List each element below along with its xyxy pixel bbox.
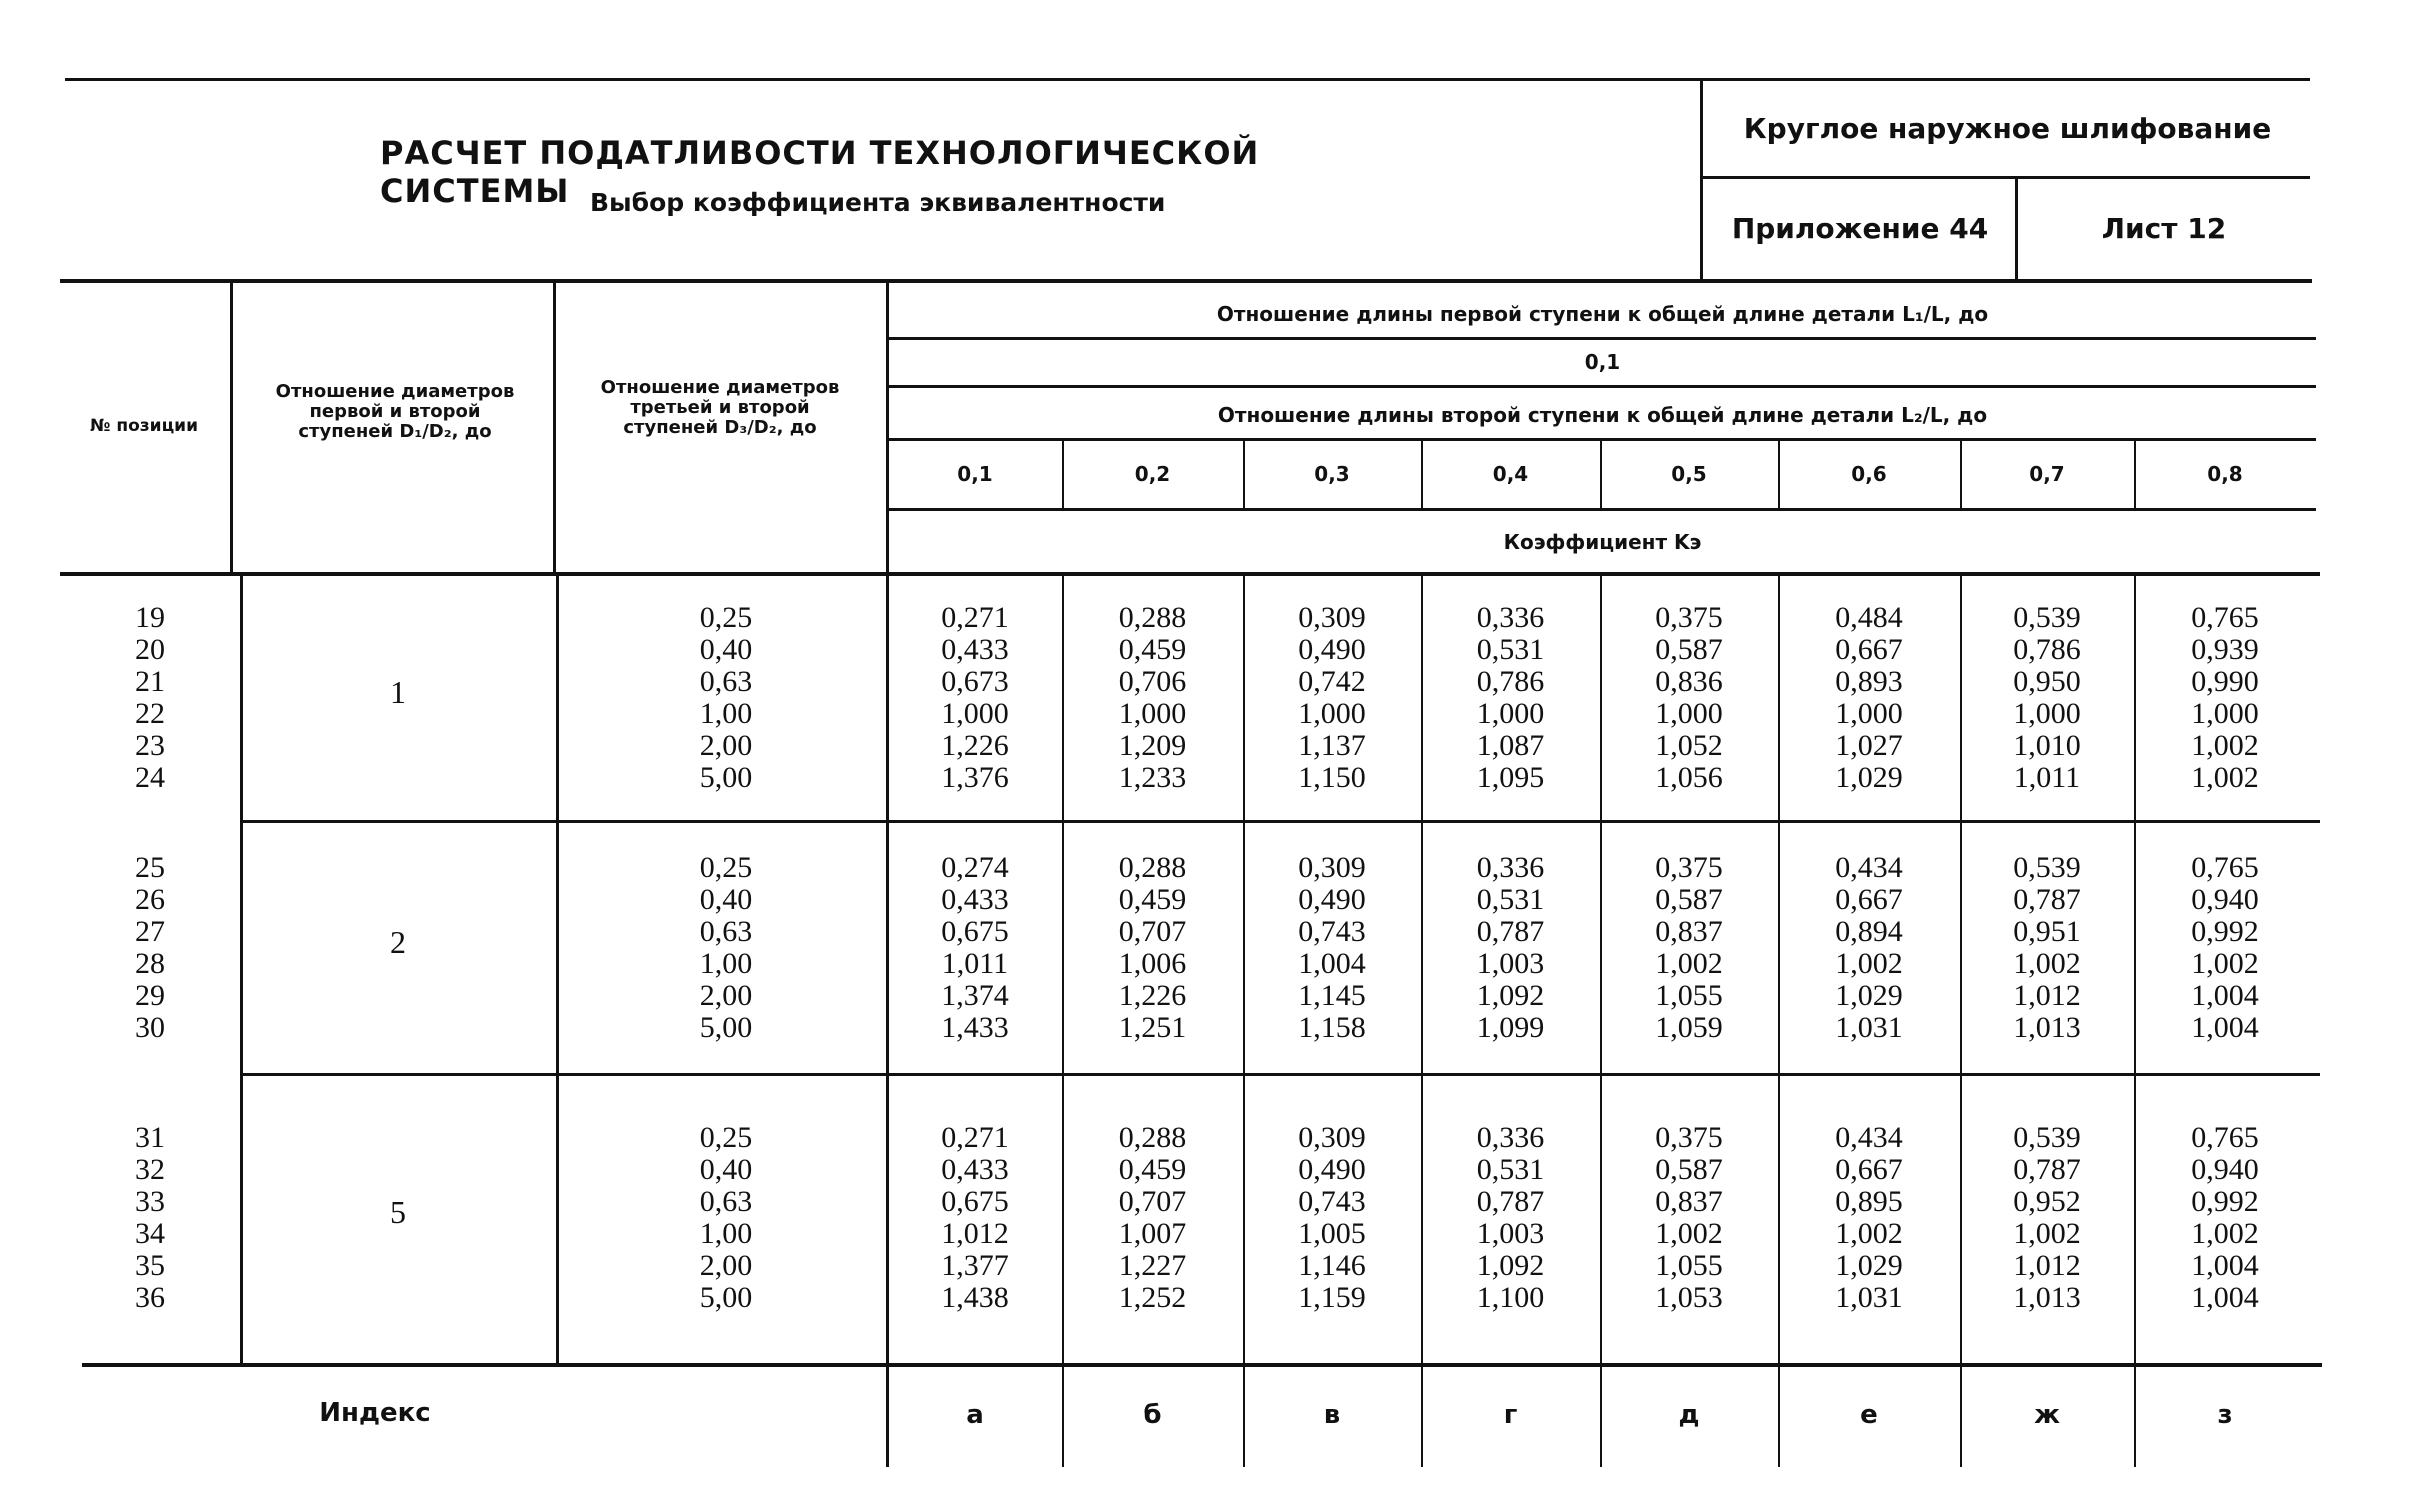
second-length-header: Отношение длины второй ступени к общей длине детали L₂/L, до (1217, 403, 1988, 427)
coef-cell: 1,227 (1118, 1249, 1187, 1282)
header-bottom-rule (60, 279, 2312, 283)
coef-cell: 0,434 (1835, 1121, 1903, 1154)
operation-label: Круглое наружное шлифование (1743, 112, 2272, 145)
ratio-header-3: 0,3 (1314, 462, 1350, 486)
coef-cell: 1,376 (941, 761, 1009, 794)
body-bottom-rule (82, 1363, 2322, 1367)
index-letter-1: а (966, 1400, 984, 1430)
index-letter-7: ж (2034, 1400, 2060, 1430)
coef-cell: 0,786 (2013, 633, 2081, 666)
coef-cell: 0,706 (1118, 665, 1187, 698)
index-letter-3: в (1323, 1400, 1341, 1430)
position-numbers-group-3 (100, 1122, 200, 1314)
coef-cell: 1,209 (1118, 729, 1187, 762)
d3d2-value: 1,00 (699, 697, 753, 730)
coef-column-group-3-4 (1421, 1122, 1600, 1314)
ratio-header-2: 0,2 (1134, 462, 1171, 486)
coef-cell: 1,095 (1476, 761, 1545, 794)
coef-cell: 0,667 (1835, 633, 1903, 666)
ratio-divider-2 (1243, 440, 1245, 508)
coef-cell: 1,011 (2013, 761, 2081, 794)
coef-cell: 1,000 (2191, 697, 2259, 730)
body-col-divider-6 (1960, 576, 1962, 1364)
coef-cell: 0,309 (1298, 1121, 1366, 1154)
index-col-divider-2 (1243, 1367, 1245, 1467)
coef-cell: 1,002 (2013, 1217, 2081, 1250)
body-col-divider-5 (1778, 576, 1780, 1364)
body-col-divider-4 (1600, 576, 1602, 1364)
coef-cell: 1,029 (1835, 761, 1903, 794)
d3d2-value: 0,25 (699, 601, 753, 634)
index-letter-6: е (1860, 1400, 1878, 1430)
ratio-header-6: 0,6 (1851, 462, 1887, 486)
coef-column-group-3-8 (2134, 1122, 2316, 1314)
ratio-divider-3 (1421, 440, 1423, 508)
position-number: 22 (135, 697, 165, 730)
coef-cell: 1,374 (941, 979, 1009, 1012)
coef-cell: 1,145 (1298, 979, 1366, 1012)
coef-cell: 0,336 (1476, 851, 1545, 884)
position-number: 26 (135, 883, 165, 916)
position-number: 28 (135, 947, 165, 980)
position-number: 29 (135, 979, 165, 1012)
coef-cell: 0,490 (1298, 883, 1366, 916)
coef-cell: 1,000 (1835, 697, 1903, 730)
coef-column-group-1-5 (1600, 602, 1778, 794)
ratio-header-5: 0,5 (1671, 462, 1707, 486)
col-d1d2-header: Отношение диаметров первой и второй ступеней D₁/D₂, до (275, 381, 515, 442)
index-col-divider-4 (1600, 1367, 1602, 1467)
coefficient-header: Коэффициент Kэ (1503, 530, 1702, 554)
coef-column-group-3-6 (1778, 1122, 1960, 1314)
coef-cell: 0,894 (1835, 915, 1903, 948)
top-rule (65, 78, 2310, 81)
coef-cell: 0,742 (1298, 665, 1366, 698)
coef-cell: 1,099 (1476, 1011, 1545, 1044)
coef-cell: 1,226 (941, 729, 1009, 762)
coef-cell: 0,271 (941, 1121, 1009, 1154)
coef-cell: 1,004 (2191, 1281, 2259, 1314)
coef-cell: 0,765 (2191, 1121, 2259, 1154)
coef-cell: 0,434 (1835, 851, 1903, 884)
coef-cell: 1,092 (1476, 1249, 1545, 1282)
coef-cell: 1,002 (1655, 947, 1723, 980)
index-col-divider-3 (1421, 1367, 1423, 1467)
position-number: 34 (135, 1217, 165, 1250)
index-label: Индекс (319, 1398, 431, 1428)
coef-column-group-1-8 (2134, 602, 2316, 794)
index-col-divider-1 (1062, 1367, 1064, 1467)
position-number: 21 (135, 665, 165, 698)
position-number: 33 (135, 1185, 165, 1218)
coef-cell: 0,459 (1118, 1153, 1187, 1186)
coef-cell: 1,006 (1118, 947, 1187, 980)
position-number: 36 (135, 1281, 165, 1314)
coef-cell: 1,005 (1298, 1217, 1366, 1250)
coef-cell: 0,992 (2191, 915, 2259, 948)
coef-cell: 1,252 (1118, 1281, 1187, 1314)
position-number: 19 (135, 601, 165, 634)
coef-cell: 1,146 (1298, 1249, 1366, 1282)
position-number: 31 (135, 1121, 165, 1154)
col-position-header: № позиции (89, 416, 198, 436)
coef-cell: 0,940 (2191, 883, 2259, 916)
ratio-header-4: 0,4 (1492, 462, 1529, 486)
coef-cell: 0,895 (1835, 1185, 1903, 1218)
coef-cell: 1,004 (2191, 1249, 2259, 1282)
coef-cell: 1,000 (1476, 697, 1545, 730)
index-col-divider-7 (2134, 1367, 2136, 1467)
coef-cell: 1,233 (1118, 761, 1187, 794)
coef-column-group-3-3 (1243, 1122, 1421, 1314)
sheet-label: Лист 12 (2101, 212, 2227, 245)
position-number: 30 (135, 1011, 165, 1044)
coef-cell: 1,002 (2191, 1217, 2259, 1250)
coef-cell: 1,087 (1476, 729, 1545, 762)
coef-cell: 0,375 (1655, 601, 1723, 634)
coef-cell: 1,000 (1655, 697, 1723, 730)
coef-cell: 1,137 (1298, 729, 1366, 762)
coef-column-group-3-1 (888, 1122, 1062, 1314)
hdr-rule-d (888, 508, 2316, 511)
coef-cell: 0,433 (941, 883, 1009, 916)
coef-cell: 0,667 (1835, 1153, 1903, 1186)
coef-cell: 1,052 (1655, 729, 1723, 762)
coef-cell: 0,490 (1298, 1153, 1366, 1186)
coef-cell: 0,743 (1298, 915, 1366, 948)
coef-column-group-1-7 (1960, 602, 2134, 794)
body-col-divider-2 (1243, 576, 1245, 1364)
coef-cell: 0,433 (941, 633, 1009, 666)
coef-column-group-3-2 (1062, 1122, 1243, 1314)
coef-cell: 1,438 (941, 1281, 1009, 1314)
coef-column-group-2-3 (1243, 852, 1421, 1044)
coef-cell: 1,158 (1298, 1011, 1366, 1044)
coef-cell: 1,053 (1655, 1281, 1723, 1314)
coef-cell: 0,952 (2013, 1185, 2081, 1218)
index-letter-4: г (1503, 1400, 1518, 1430)
coef-cell: 0,950 (2013, 665, 2081, 698)
ratio-divider-5 (1778, 440, 1780, 508)
coef-cell: 0,459 (1118, 883, 1187, 916)
body-vline-2 (556, 576, 559, 1364)
coef-cell: 0,288 (1118, 601, 1187, 634)
first-length-value: 0,1 (1584, 350, 1621, 374)
index-letter-8: з (2217, 1400, 2233, 1430)
index-col-divider-6 (1960, 1367, 1962, 1467)
hdr-vline-3 (886, 283, 889, 573)
coef-cell: 0,787 (1476, 1185, 1545, 1218)
index-letter-2: б (1143, 1400, 1162, 1430)
coef-cell: 0,587 (1655, 633, 1723, 666)
coef-cell: 1,012 (2013, 1249, 2081, 1282)
d3d2-values-group-2 (626, 852, 826, 1044)
coef-column-group-2-2 (1062, 852, 1243, 1044)
position-number: 27 (135, 915, 165, 948)
position-number: 32 (135, 1153, 165, 1186)
index-col-divider-0 (886, 1367, 889, 1467)
coef-cell: 0,707 (1118, 915, 1187, 948)
ratio-header-7: 0,7 (2029, 462, 2065, 486)
coef-column-group-2-1 (888, 852, 1062, 1044)
coef-cell: 1,029 (1835, 1249, 1903, 1282)
group-rule-2 (240, 1073, 2320, 1076)
coef-cell: 0,288 (1118, 1121, 1187, 1154)
d3d2-value: 0,40 (699, 1153, 753, 1186)
hdr-rule-b (888, 385, 2316, 388)
coef-column-group-1-1 (888, 602, 1062, 794)
ratio-divider-7 (2134, 440, 2136, 508)
page-subtitle: Выбор коэффициента эквивалентности (590, 188, 1166, 217)
d3d2-value: 2,00 (699, 729, 753, 762)
d3d2-value: 0,63 (699, 915, 753, 948)
coef-cell: 1,002 (2191, 947, 2259, 980)
coef-cell: 0,837 (1655, 1185, 1723, 1218)
coef-cell: 0,459 (1118, 633, 1187, 666)
body-col-divider-7 (2134, 576, 2136, 1364)
appendix-label: Приложение 44 (1731, 212, 1989, 245)
coef-cell: 0,336 (1476, 601, 1545, 634)
coef-cell: 1,003 (1476, 1217, 1545, 1250)
coef-cell: 1,010 (2013, 729, 2081, 762)
coef-cell: 1,226 (1118, 979, 1187, 1012)
d3d2-value: 1,00 (699, 1217, 753, 1250)
ratio-header-1: 0,1 (957, 462, 993, 486)
coef-cell: 1,002 (2191, 729, 2259, 762)
coef-column-group-2-4 (1421, 852, 1600, 1044)
coef-cell: 1,000 (2013, 697, 2081, 730)
coef-cell: 1,002 (1655, 1217, 1723, 1250)
coef-column-group-3-7 (1960, 1122, 2134, 1314)
coef-cell: 0,539 (2013, 1121, 2081, 1154)
coef-cell: 1,029 (1835, 979, 1903, 1012)
coef-column-group-1-6 (1778, 602, 1960, 794)
coef-cell: 1,002 (2013, 947, 2081, 980)
coef-cell: 0,531 (1476, 883, 1545, 916)
coef-cell: 0,786 (1476, 665, 1545, 698)
position-number: 35 (135, 1249, 165, 1282)
coef-cell: 1,012 (941, 1217, 1009, 1250)
d3d2-values-group-3 (626, 1122, 826, 1314)
d3d2-value: 0,25 (699, 1121, 753, 1154)
hdr-rule-c (888, 438, 2316, 441)
coef-cell: 1,011 (941, 947, 1009, 980)
position-numbers-group-2 (100, 852, 200, 1044)
position-number: 25 (135, 851, 165, 884)
hdr-bottom-rule (60, 572, 2320, 576)
header-divider (1700, 80, 1703, 280)
coef-cell: 1,004 (2191, 979, 2259, 1012)
index-letter-5: д (1678, 1400, 1700, 1430)
coef-cell: 1,056 (1655, 761, 1723, 794)
position-number: 24 (135, 761, 165, 794)
coef-cell: 1,012 (2013, 979, 2081, 1012)
coef-cell: 0,837 (1655, 915, 1723, 948)
coef-column-group-1-2 (1062, 602, 1243, 794)
coef-cell: 0,309 (1298, 851, 1366, 884)
hdr-vline-2 (553, 283, 556, 573)
d3d2-value: 2,00 (699, 979, 753, 1012)
d3d2-value: 1,00 (699, 947, 753, 980)
group-rule-1 (240, 820, 2320, 823)
body-col-divider-1 (1062, 576, 1064, 1364)
col-d3d2-header: Отношение диаметров третьей и второй ступеней D₃/D₂, до (600, 377, 840, 438)
coef-cell: 1,004 (2191, 1011, 2259, 1044)
coef-cell: 0,675 (941, 1185, 1009, 1218)
coef-cell: 1,003 (1476, 947, 1545, 980)
d1d2-value-group-2: 2 (390, 924, 406, 960)
coef-cell: 1,055 (1655, 979, 1723, 1012)
ratio-header-8: 0,8 (2207, 462, 2243, 486)
coef-cell: 0,787 (2013, 883, 2081, 916)
header-right-rule (1702, 176, 2310, 179)
coef-cell: 1,433 (941, 1011, 1009, 1044)
coef-cell: 1,002 (2191, 761, 2259, 794)
coef-cell: 1,159 (1298, 1281, 1366, 1314)
coef-cell: 0,433 (941, 1153, 1009, 1186)
coef-cell: 1,055 (1655, 1249, 1723, 1282)
position-number: 20 (135, 633, 165, 666)
coef-cell: 1,059 (1655, 1011, 1723, 1044)
coef-cell: 0,531 (1476, 633, 1545, 666)
coef-cell: 0,667 (1835, 883, 1903, 916)
coef-column-group-2-5 (1600, 852, 1778, 1044)
position-numbers-group-1 (100, 602, 200, 794)
coef-cell: 1,000 (1298, 697, 1366, 730)
coef-cell: 0,836 (1655, 665, 1723, 698)
coef-cell: 0,539 (2013, 601, 2081, 634)
ratio-divider-1 (1062, 440, 1064, 508)
index-col-divider-5 (1778, 1367, 1780, 1467)
d3d2-value: 5,00 (699, 1281, 753, 1314)
coef-cell: 0,990 (2191, 665, 2259, 698)
coef-cell: 0,940 (2191, 1153, 2259, 1186)
d1d2-value-group-3: 5 (390, 1194, 406, 1230)
coef-cell: 0,787 (2013, 1153, 2081, 1186)
d3d2-value: 0,40 (699, 633, 753, 666)
first-length-header: Отношение длины первой ступени к общей длине детали L₁/L, до (1216, 302, 1989, 326)
ratio-divider-4 (1600, 440, 1602, 508)
hdr-vline-1 (230, 283, 233, 573)
coef-column-group-1-3 (1243, 602, 1421, 794)
coef-cell: 0,675 (941, 915, 1009, 948)
coef-cell: 1,100 (1476, 1281, 1545, 1314)
coef-cell: 1,002 (1835, 947, 1903, 980)
coef-cell: 0,992 (2191, 1185, 2259, 1218)
coef-cell: 0,787 (1476, 915, 1545, 948)
coef-cell: 0,951 (2013, 915, 2081, 948)
coef-cell: 1,013 (2013, 1281, 2081, 1314)
body-col-divider-3 (1421, 576, 1423, 1364)
coef-cell: 1,031 (1835, 1011, 1903, 1044)
position-number: 23 (135, 729, 165, 762)
coef-cell: 1,251 (1118, 1011, 1187, 1044)
coef-cell: 0,587 (1655, 1153, 1723, 1186)
coef-cell: 0,743 (1298, 1185, 1366, 1218)
coef-cell: 0,539 (2013, 851, 2081, 884)
coef-cell: 1,150 (1298, 761, 1366, 794)
d3d2-value: 0,63 (699, 1185, 753, 1218)
ratio-divider-6 (1960, 440, 1962, 508)
coef-column-group-3-5 (1600, 1122, 1778, 1314)
coef-cell: 1,031 (1835, 1281, 1903, 1314)
coef-cell: 0,375 (1655, 851, 1723, 884)
coef-cell: 1,013 (2013, 1011, 2081, 1044)
d3d2-value: 5,00 (699, 1011, 753, 1044)
d3d2-value: 0,25 (699, 851, 753, 884)
coef-cell: 0,274 (941, 851, 1009, 884)
coef-cell: 0,893 (1835, 665, 1903, 698)
coef-cell: 0,490 (1298, 633, 1366, 666)
coef-cell: 1,007 (1118, 1217, 1187, 1250)
coef-cell: 0,707 (1118, 1185, 1187, 1218)
d1d2-value-group-1: 1 (390, 674, 406, 710)
coef-column-group-2-8 (2134, 852, 2316, 1044)
hdr-rule-a (888, 337, 2316, 340)
coef-cell: 1,027 (1835, 729, 1903, 762)
coef-column-group-1-4 (1421, 602, 1600, 794)
coef-cell: 0,765 (2191, 601, 2259, 634)
d3d2-values-group-1 (626, 602, 826, 794)
coef-cell: 0,271 (941, 601, 1009, 634)
coef-cell: 0,939 (2191, 633, 2259, 666)
coef-cell: 0,765 (2191, 851, 2259, 884)
coef-cell: 1,000 (1118, 697, 1187, 730)
d3d2-value: 2,00 (699, 1249, 753, 1282)
coef-cell: 1,092 (1476, 979, 1545, 1012)
coef-cell: 0,587 (1655, 883, 1723, 916)
coef-cell: 1,004 (1298, 947, 1366, 980)
coef-cell: 0,288 (1118, 851, 1187, 884)
coef-cell: 0,336 (1476, 1121, 1545, 1154)
coef-cell: 1,377 (941, 1249, 1009, 1282)
coef-cell: 0,309 (1298, 601, 1366, 634)
d3d2-value: 0,40 (699, 883, 753, 916)
coef-cell: 1,000 (941, 697, 1009, 730)
d3d2-value: 0,63 (699, 665, 753, 698)
coef-cell: 0,673 (941, 665, 1009, 698)
coef-cell: 0,375 (1655, 1121, 1723, 1154)
coef-cell: 0,484 (1835, 601, 1903, 634)
coef-cell: 1,002 (1835, 1217, 1903, 1250)
page-title: РАСЧЕТ ПОДАТЛИВОСТИ ТЕХНОЛОГИЧЕСКОЙ СИСТЕМЫ (380, 134, 1260, 210)
coef-cell: 0,531 (1476, 1153, 1545, 1186)
coef-column-group-2-6 (1778, 852, 1960, 1044)
coef-column-group-2-7 (1960, 852, 2134, 1044)
d3d2-value: 5,00 (699, 761, 753, 794)
